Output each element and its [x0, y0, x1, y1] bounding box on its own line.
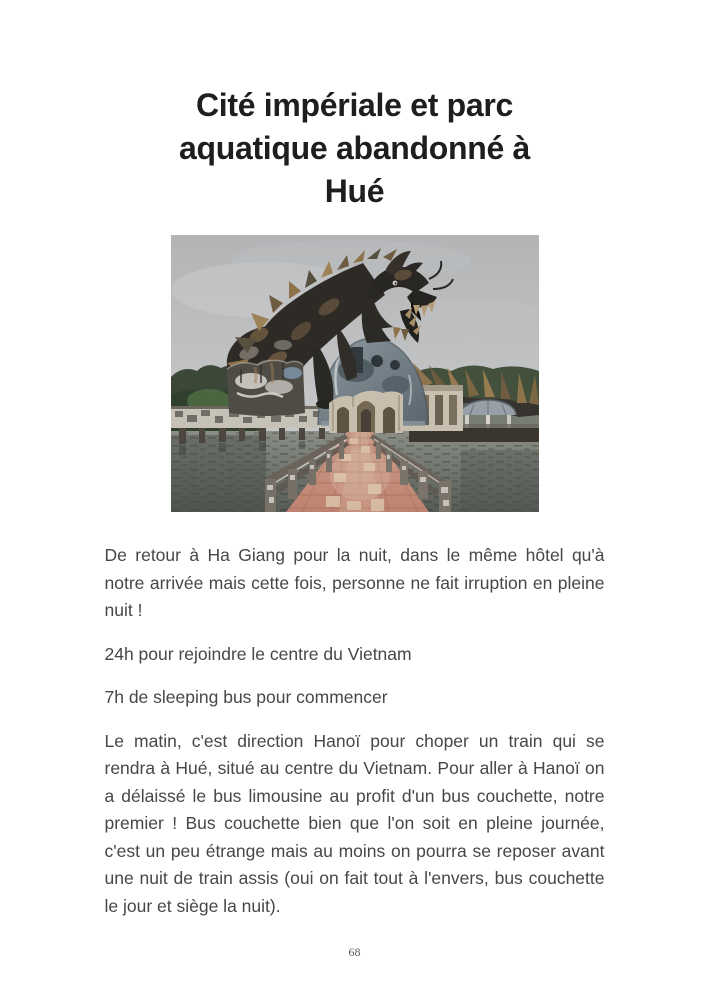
page-title-line: Hué — [324, 173, 385, 209]
page-number: 68 — [348, 945, 361, 959]
paragraph: Le matin, c'est direction Hanoï pour choper un train qui se rendra à Hué, situé au centre du Vietnam. Pour aller à Hanoï on a délaissé le bus limousine au profit d'un bus couchette, notre premier ! Bus couchette bien que l'on soit en pleine journée, c'est un peu étrange mais au moins on pourra se reposer avant une nuit de train assis (oui on fait tout à l'envers, bus couchette le jour et siège la nuit). — [104, 730, 605, 916]
graffiti-wall — [227, 360, 305, 416]
article-body — [105, 542, 605, 920]
article-photo — [171, 235, 539, 512]
paragraph: 7h de sleeping bus pour commencer — [104, 687, 388, 707]
paragraph: De retour à Ha Giang pour la nuit, dans le même hôtel qu'à notre arrivée mais cette fois, personne ne fait irruption en pleine nuit ! — [104, 545, 605, 620]
page-title-line: Cité impériale et parc — [195, 87, 514, 123]
paragraph: 24h pour rejoindre le centre du Vietnam — [104, 643, 412, 664]
page-title — [0, 0, 709, 213]
entrance-arches — [329, 391, 403, 433]
page-title-line: aquatique abandonné à — [178, 130, 531, 166]
abandoned-waterpark-photo — [171, 235, 539, 512]
